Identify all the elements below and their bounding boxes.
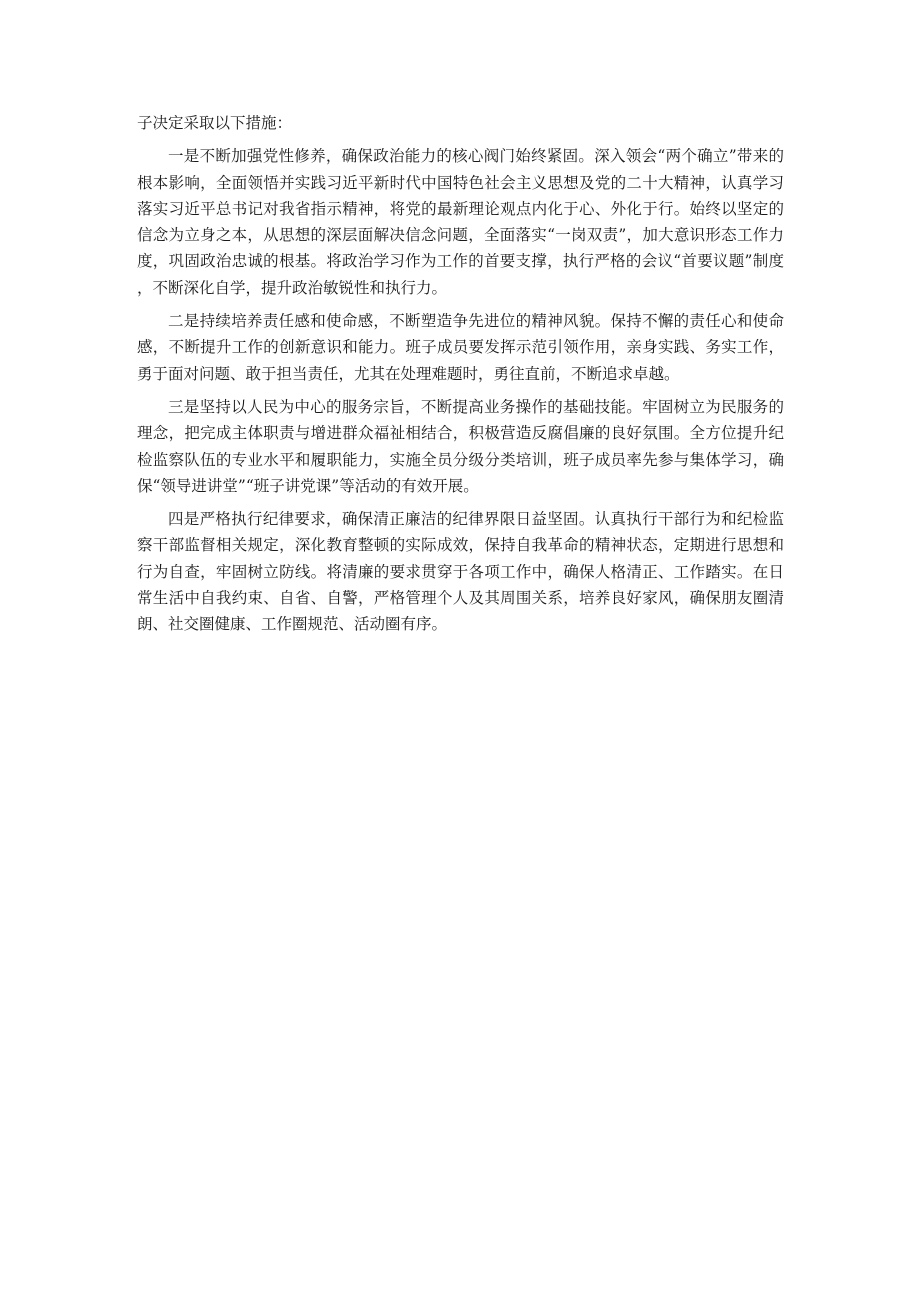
paragraph-measure-1: 一是不断加强党性修养，确保政治能力的核心阀门始终紧固。深入领会“两个确立”带来的根本影响，全面领悟并实践习近平新时代中国特色社会主义思想及党的二十大精神，认真学习落实习近平总书记对我省指示精神，将党的最新理论观点内化于心、外化于行。始终以坚定的信念为立身之本，从思想的深层面解决信念问题，全面落实“一岗双责”，加大意识形态工作力度，巩固政治忠诚的根基。将政治学习作为工作的首要支撑，执行严格的会议“首要议题”制度，不断深化自学，提升政治敏锐性和执行力。 bbox=[137, 147, 784, 297]
paragraph-measure-4: 四是严格执行纪律要求，确保清正廉洁的纪律界限日益坚固。认真执行干部行为和纪检监察干部监督相关规定，深化教育整顿的实际成效，保持自我革命的精神状态，定期进行思想和行为自查，牢固树立防线。将清廉的要求贯穿于各项工作中，确保人格清正、工作踏实。在日常生活中自我约束、自省、自警，严格管理个人及其周围关系，培养良好家风，确保朋友圈清朗、社交圈健康、工作圈规范、活动圈有序。 bbox=[137, 510, 784, 634]
document-body bbox=[137, 110, 784, 638]
paragraph-measure-3: 三是坚持以人民为中心的服务宗旨，不断提高业务操作的基础技能。牢固树立为民服务的理念，把完成主体职责与增进群众福祉相结合，积极营造反腐倡廉的良好氛围。全方位提升纪检监察队伍的专业水平和履职能力，实施全员分级分类培训，班子成员率先参与集体学习，确保“领导进讲堂”“班子讲党课”等活动的有效开展。 bbox=[137, 397, 784, 495]
paragraph-intro: 子决定采取以下措施： bbox=[137, 114, 293, 132]
paragraph-measure-2: 二是持续培养责任感和使命感，不断塑造争先进位的精神风貌。保持不懈的责任心和使命感，不断提升工作的创新意识和能力。班子成员要发挥示范引领作用，亲身实践、务实工作，勇于面对问题、敢于担当责任，尤其在处理难题时，勇往直前，不断追求卓越。 bbox=[137, 312, 784, 383]
